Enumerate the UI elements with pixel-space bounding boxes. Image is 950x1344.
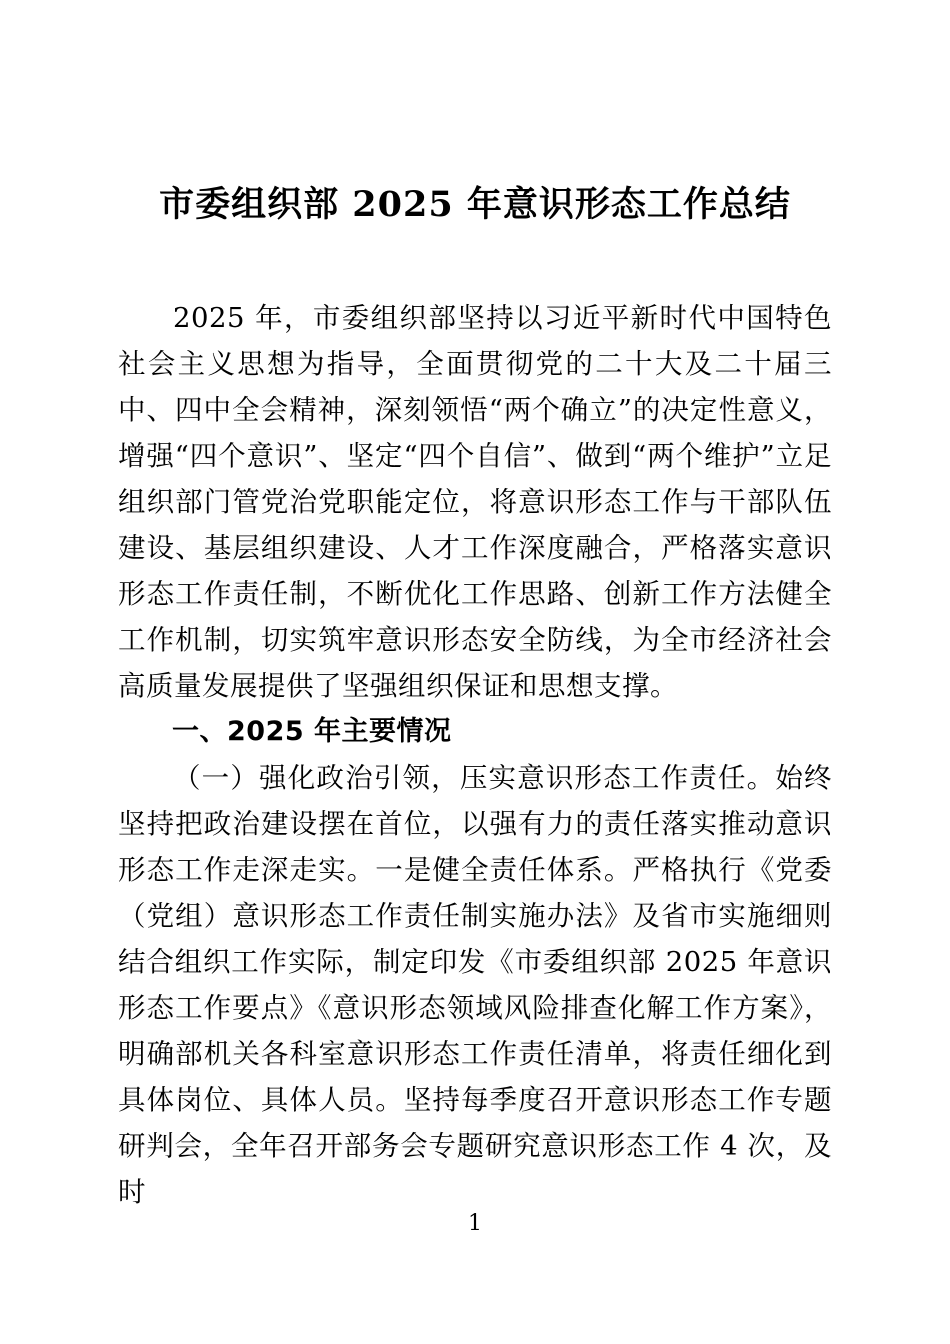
page-number: 1 xyxy=(468,1211,482,1236)
document-body xyxy=(118,295,832,1215)
section-heading-1: 一、2025 年主要情况 xyxy=(172,716,452,747)
page-title: 市委组织部 2025 年意识形态工作总结 xyxy=(159,184,791,225)
paragraph-intro: 2025 年，市委组织部坚持以习近平新时代中国特色社会主义思想为指导，全面贯彻党的二十大及二十届三中、四中全会精神，深刻领悟“两个确立”的决定性意义，增强“四个意识”、坚定“四个自信”、做到“两个维护”立足组织部门管党治党职能定位，将意识形态工作与干部队伍建设、基层组织建设、人才工作深度融合，严格落实意识形态工作责任制，不断优化工作思路、创新工作方法健全工作机制，切实筑牢意识形态安全防线，为全市经济社会高质量发展提供了坚强组织保证和思想支撑。 xyxy=(118,302,832,702)
paragraph-section-1-1: （一）强化政治引领，压实意识形态工作责任。始终坚持把政治建设摆在首位，以强有力的责任落实推动意识形态工作走深走实。一是健全责任体系。严格执行《党委（党组）意识形态工作责任制实施办法》及省市实施细则结合组织工作实际，制定印发《市委组织部 2025 年意识形态工作要点》《意识形态领域风险排查化解工作方案》，明确部机关各科室意识形态工作责任清单，将责任细化到具体岗位、具体人员。坚持每季度召开意识形态工作专题研判会，全年召开部务会专题研究意识形态工作 4 次，及时 xyxy=(118,762,832,1208)
